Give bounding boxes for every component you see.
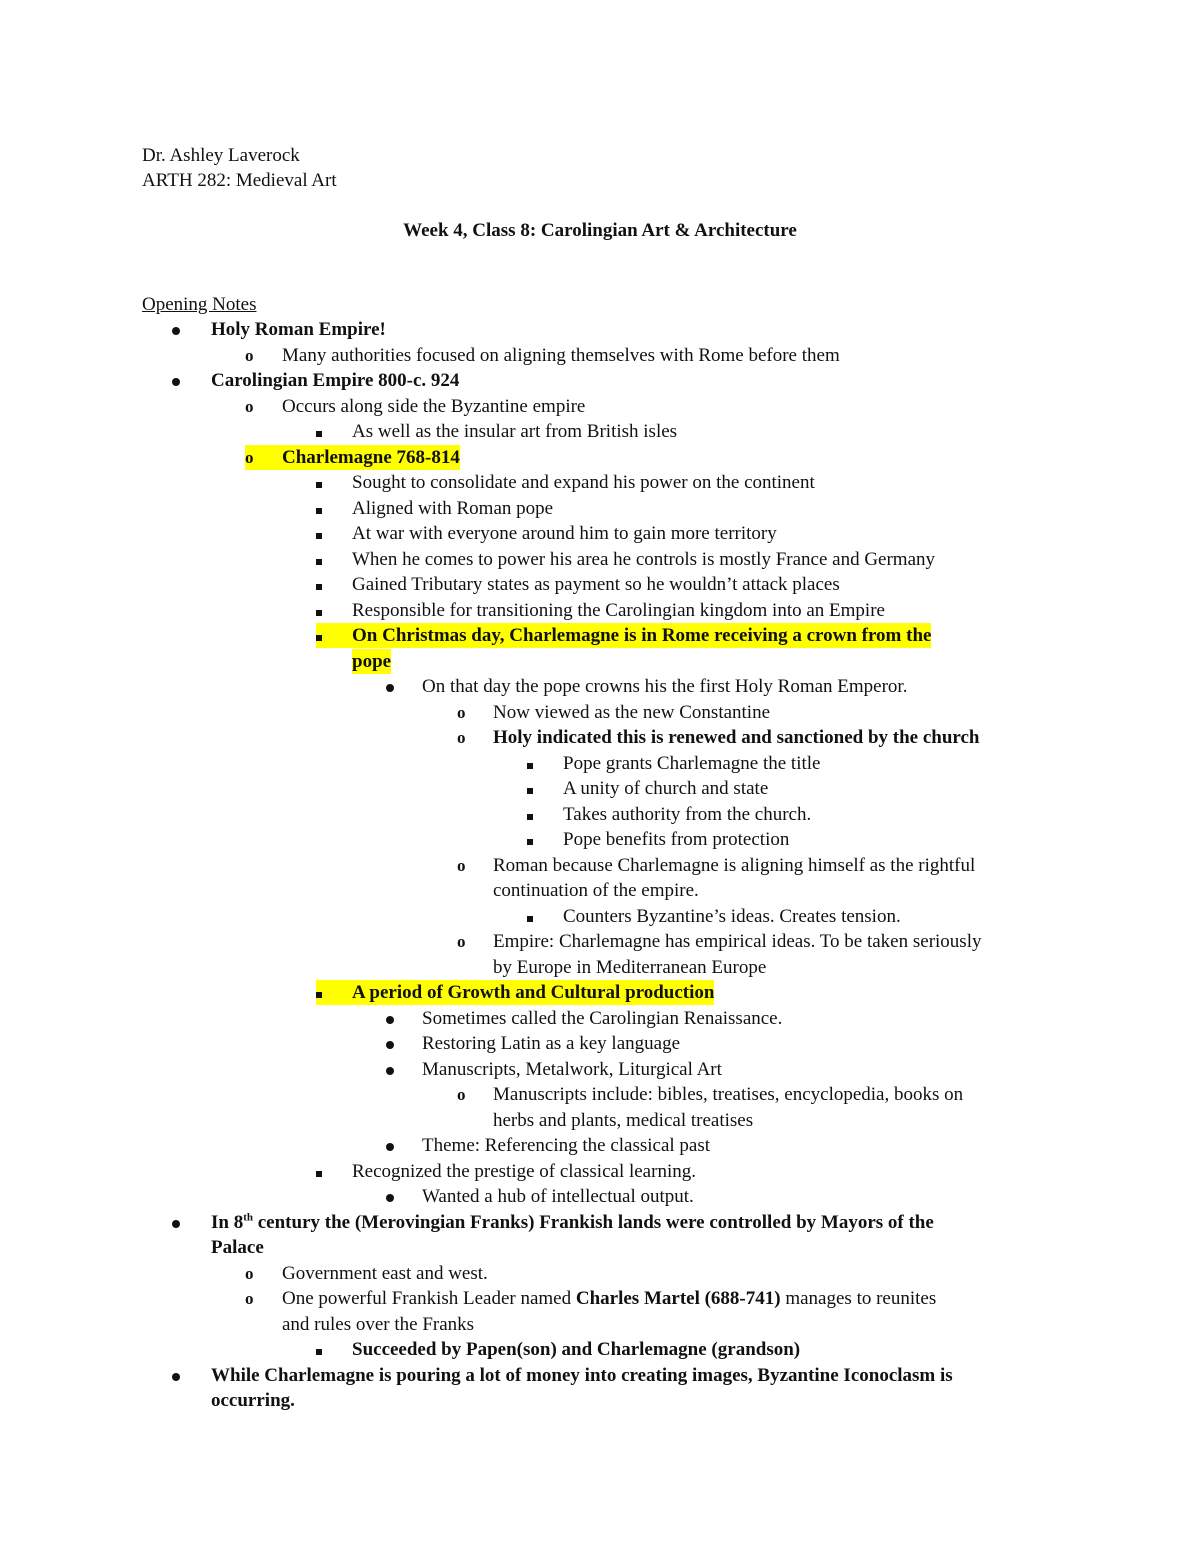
bullet-dot-icon xyxy=(172,368,211,393)
bullet-square-icon xyxy=(316,980,352,1005)
bullet-square-icon xyxy=(316,1159,352,1184)
outline-item-text: On that day the pope crowns his the first Holy Roman Emperor. xyxy=(422,676,908,697)
bullet-dot-icon xyxy=(172,317,211,342)
bullet-square-icon xyxy=(527,802,563,827)
bullet-dot-icon xyxy=(386,1057,422,1082)
bullet-square-icon xyxy=(316,521,352,546)
bullet-dot-icon xyxy=(172,1363,211,1388)
outline-item-continuation: pope xyxy=(352,650,392,672)
outline-item xyxy=(172,368,459,393)
outline-item xyxy=(527,776,768,801)
outline-item-text: Manuscripts include: bibles, treatises, encyclopedia, books on xyxy=(493,1084,964,1105)
outline-item-text: At war with everyone around him to gain more territory xyxy=(352,523,777,544)
outline-item-continuation: and rules over the Franks xyxy=(282,1313,475,1335)
outline-item xyxy=(245,1286,936,1311)
bullet-square-icon xyxy=(316,623,352,648)
outline-item-text: Charlemagne 768-814 xyxy=(282,446,460,468)
bullet-square-icon xyxy=(316,572,352,597)
bullet-dot-icon xyxy=(386,1006,422,1031)
outline-item-continuation: continuation of the empire. xyxy=(493,880,699,901)
outline-item-text: A period of Growth and Cultural production xyxy=(352,982,715,1003)
outline-item-text: Many authorities focused on aligning themselves with Rome before them xyxy=(282,344,840,366)
outline-item-text: Sometimes called the Carolingian Renaissance. xyxy=(422,1007,783,1029)
outline-item xyxy=(316,980,714,1005)
outline-item-continuation: occurring. xyxy=(211,1390,295,1411)
outline-item xyxy=(245,394,585,419)
outline-item-text: Restoring Latin as a key language xyxy=(422,1033,681,1054)
outline-item xyxy=(172,317,386,342)
outline-item xyxy=(527,802,811,827)
outline-item-continuation: by Europe in Mediterranean Europe xyxy=(493,956,767,978)
outline-item-continuation: Palace xyxy=(211,1237,264,1258)
bullet-circle-icon: o xyxy=(457,932,466,951)
outline-item xyxy=(316,547,935,572)
bullet-circle-icon: o xyxy=(457,1085,466,1104)
outline-item xyxy=(527,751,820,776)
bullet-circle-icon: o xyxy=(245,1289,254,1308)
outline-item-text: When he comes to power his area he controls is mostly France and Germany xyxy=(352,548,936,570)
outline-item xyxy=(457,700,770,725)
outline-item xyxy=(386,1031,680,1056)
outline-item-text: On Christmas day, Charlemagne is in Rome receiving a crown from the xyxy=(352,625,932,646)
outline-item-text: Manuscripts, Metalwork, Liturgical Art xyxy=(422,1058,722,1080)
outline-item xyxy=(457,929,981,954)
outline-item-text: Empire: Charlemagne has empirical ideas. To be taken seriously xyxy=(493,931,982,952)
bullet-circle-icon: o xyxy=(245,1263,254,1283)
outline-item xyxy=(316,419,677,444)
outline-item-text: Theme: Referencing the classical past xyxy=(422,1135,711,1156)
outline-item-text: Roman because Charlemagne is aligning himself as the rightful xyxy=(493,854,976,876)
outline-item xyxy=(245,445,460,470)
outline-item-text: Pope grants Charlemagne the title xyxy=(563,752,821,774)
bullet-square-icon xyxy=(316,496,352,521)
bullet-dot-icon xyxy=(386,1184,422,1209)
outline-item xyxy=(316,572,840,597)
outline-item-text: A unity of church and state xyxy=(563,778,769,799)
outline-item xyxy=(316,470,815,495)
outline-item xyxy=(316,521,777,546)
outline-item xyxy=(386,1057,722,1082)
bullet-dot-icon xyxy=(172,1210,211,1235)
bullet-circle-icon: o xyxy=(457,702,466,722)
outline-item xyxy=(457,725,980,750)
outline-item-text: Counters Byzantine’s ideas. Creates tension. xyxy=(563,905,901,927)
bullet-circle-icon: o xyxy=(245,345,254,365)
bullet-square-icon xyxy=(316,1337,352,1362)
outline-item xyxy=(386,1133,710,1158)
outline-item-text: As well as the insular art from British isles xyxy=(352,421,678,442)
outline-item-text: In 8th century the (Merovingian Franks) Frankish lands were controlled by Mayors of the xyxy=(211,1211,934,1233)
outline-item-text: One powerful Frankish Leader named Charles Martel (688-741) manages to reunites xyxy=(282,1288,937,1309)
outline-item-text: Government east and west. xyxy=(282,1262,488,1284)
outline-item-text: Gained Tributary states as payment so he wouldn’t attack places xyxy=(352,574,840,595)
outline-item-text: Pope benefits from protection xyxy=(563,829,790,850)
outline-item xyxy=(527,827,789,852)
outline-item-text: Sought to consolidate and expand his power on the continent xyxy=(352,472,815,493)
bullet-dot-icon xyxy=(386,1031,422,1056)
bullet-square-icon xyxy=(527,776,563,801)
bullet-dot-icon xyxy=(386,674,422,699)
page-title: Week 4, Class 8: Carolingian Art & Architecture xyxy=(403,220,797,241)
outline-item-text: Occurs along side the Byzantine empire xyxy=(282,395,586,417)
outline-item xyxy=(386,674,907,699)
outline-item xyxy=(386,1006,782,1031)
outline-item xyxy=(386,1184,694,1209)
outline-item xyxy=(316,496,553,521)
outline-item-text: Recognized the prestige of classical learning. xyxy=(352,1160,696,1182)
outline-item-text: Succeeded by Papen(son) and Charlemagne (grandson) xyxy=(352,1339,801,1360)
outline-item-continuation: herbs and plants, medical treatises xyxy=(493,1109,754,1131)
bullet-circle-icon: o xyxy=(457,728,466,747)
bullet-circle-icon: o xyxy=(457,855,466,875)
outline-item-text: Carolingian Empire 800-c. 924 xyxy=(211,370,460,391)
outline-item xyxy=(245,343,840,368)
outline-item-text: Takes authority from the church. xyxy=(563,803,812,825)
outline-item-text: Wanted a hub of intellectual output. xyxy=(422,1186,694,1207)
bullet-circle-icon: o xyxy=(245,445,282,470)
outline-item-text: Aligned with Roman pope xyxy=(352,497,554,519)
outline-item-text: While Charlemagne is pouring a lot of money into creating images, Byzantine Iconoclasm is xyxy=(211,1364,953,1386)
bullet-square-icon xyxy=(316,470,352,495)
outline-item xyxy=(457,853,975,878)
section-heading: Opening Notes xyxy=(142,294,257,315)
outline-item-text: Responsible for transitioning the Carolingian kingdom into an Empire xyxy=(352,599,885,621)
bullet-square-icon xyxy=(316,547,352,572)
bullet-square-icon xyxy=(316,598,352,623)
bullet-square-icon xyxy=(527,751,563,776)
outline-item xyxy=(245,1261,488,1286)
outline-item xyxy=(172,1210,934,1235)
outline-item xyxy=(527,904,901,929)
outline-item-text: Holy indicated this is renewed and sanctioned by the church xyxy=(493,727,980,748)
outline-item-text: Holy Roman Empire! xyxy=(211,319,386,340)
outline-item xyxy=(316,1337,800,1362)
bullet-square-icon xyxy=(527,904,563,929)
author-name: Dr. Ashley Laverock xyxy=(142,145,300,166)
bullet-dot-icon xyxy=(386,1133,422,1158)
outline-item xyxy=(316,1159,696,1184)
bullet-square-icon xyxy=(316,419,352,444)
bullet-circle-icon: o xyxy=(245,396,254,416)
outline-item xyxy=(172,1363,953,1388)
outline-item xyxy=(457,1082,963,1107)
outline-item-text: Now viewed as the new Constantine xyxy=(493,701,771,723)
bullet-square-icon xyxy=(527,827,563,852)
outline-item xyxy=(316,623,931,648)
outline-item xyxy=(316,598,885,623)
course-name: ARTH 282: Medieval Art xyxy=(142,170,337,191)
